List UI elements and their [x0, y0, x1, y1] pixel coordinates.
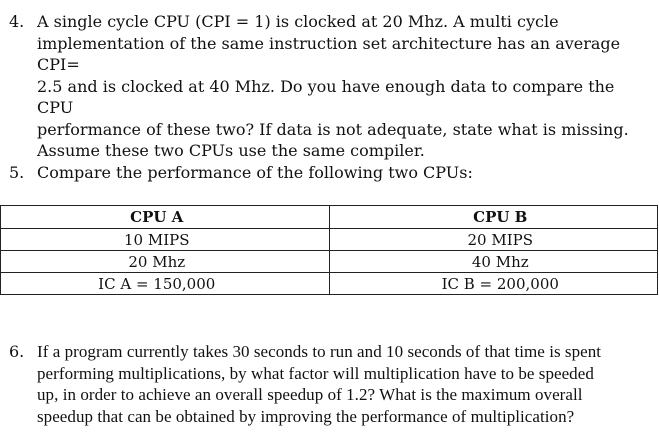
table-row	[1, 229, 658, 251]
question-line: performance of these two? If data is not adequate, state what is missing.	[37, 119, 629, 139]
table-cell: 20 Mhz	[1, 251, 330, 273]
table-cell: 20 MIPS	[329, 229, 658, 251]
question-line: speedup that can be obtained by improving the performance of multiplication?	[37, 406, 575, 426]
table-header-cpu-a: CPU A	[1, 206, 330, 229]
question-number: 4.	[9, 12, 25, 31]
table-row	[1, 251, 658, 273]
question-line: If a program currently takes 30 seconds to run and 10 seconds of that time is spent	[37, 342, 602, 361]
table-cell: IC A = 150,000	[1, 273, 330, 295]
question-number: 6.	[9, 342, 25, 361]
question-line: performing multiplications, by what factor will multiplication have to be speeded	[37, 363, 594, 383]
question-line: Compare the performance of the following two CPUs:	[37, 163, 473, 182]
table-cell: IC B = 200,000	[329, 273, 658, 295]
cpu-comparison-table	[0, 205, 658, 295]
question-line: Assume these two CPUs use the same compiler.	[37, 141, 425, 160]
table-header-cpu-b: CPU B	[329, 206, 658, 229]
question-line: A single cycle CPU (CPI = 1) is clocked at 20 Mhz. A multi cycle	[37, 12, 559, 31]
table-cell: 40 Mhz	[329, 251, 658, 273]
table-cell: 10 MIPS	[1, 229, 330, 251]
question-line: implementation of the same instruction set architecture has an average CPI=	[37, 33, 621, 74]
table-header-row	[1, 206, 658, 229]
question-text	[37, 162, 473, 184]
question-line: up, in order to achieve an overall speedup of 1.2? What is the maximum overall	[37, 385, 583, 404]
question-text	[37, 341, 657, 427]
question-number: 5.	[9, 163, 25, 182]
question-line: 2.5 and is clocked at 40 Mhz. Do you have enough data to compare the CPU	[37, 76, 615, 117]
question-text	[37, 11, 649, 162]
table-row	[1, 273, 658, 295]
